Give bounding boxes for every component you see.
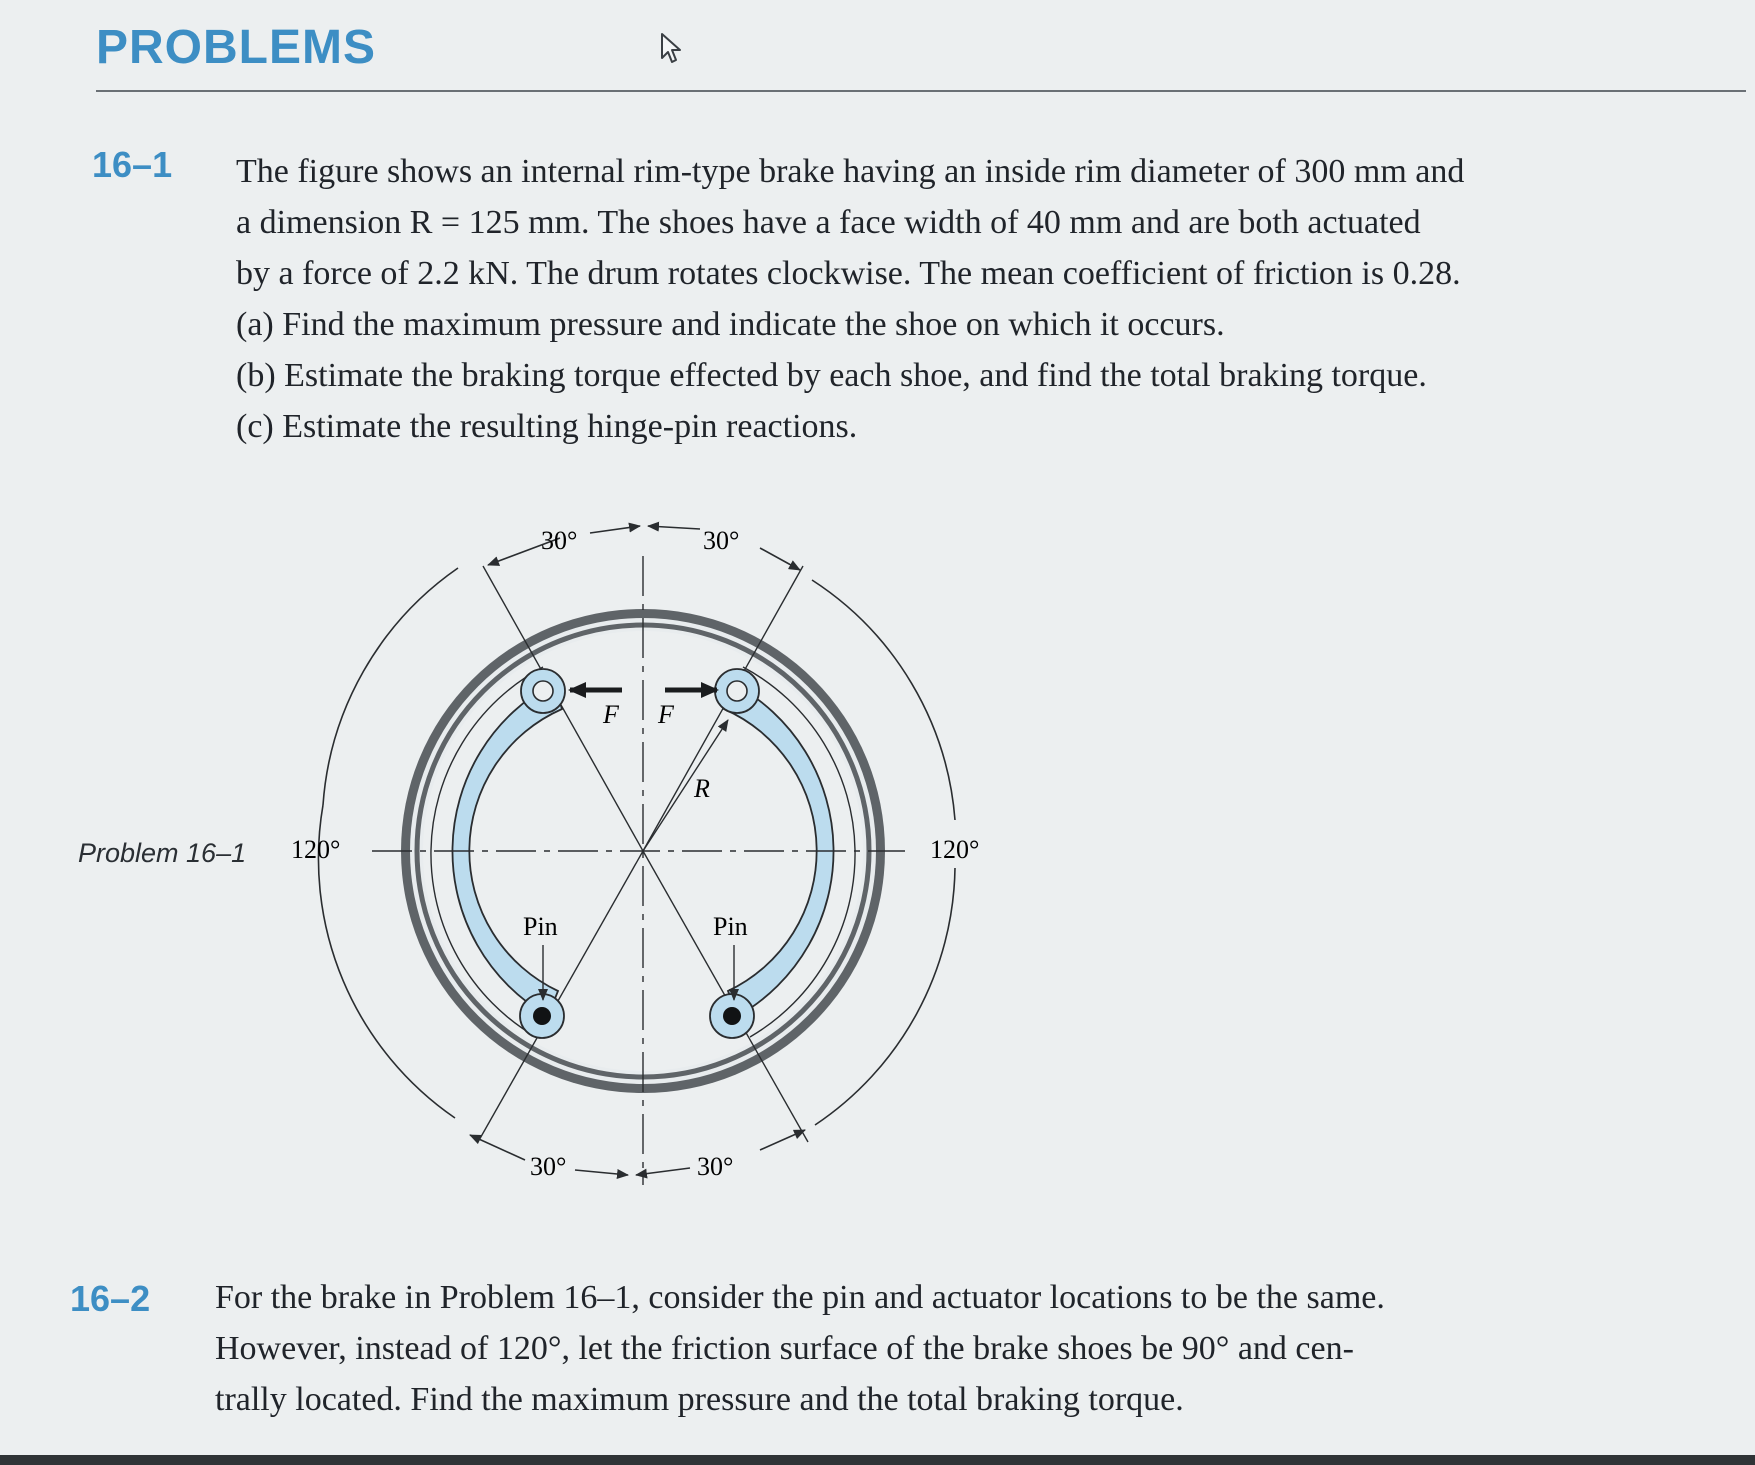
problem-16-1-part-a: (a) Find the maximum pressure and indicate the shoe on which it occurs. [236,306,1225,343]
radius-label: R [694,774,710,803]
bottom-center-arrow-right [636,1168,690,1175]
bottom-center-arrow-left [575,1170,628,1175]
problem-16-1-part-c: (c) Estimate the resulting hinge-pin reactions. [236,408,858,445]
arc-label-right: 120° [930,835,980,864]
left-hinge-pin [533,1007,551,1025]
top-center-arrow-right [648,526,700,529]
top-center-arrow-left [590,526,640,533]
right-actuator-pin [727,681,747,701]
pin-label-left: Pin [523,912,558,941]
problem-16-1-part-b: (b) Estimate the braking torque effected by each shoe, and find the total braking torque. [236,357,1427,394]
force-label-left: F [603,700,619,729]
problem-16-1-line-1: The figure shows an internal rim-type brake having an inside rim diameter of 300 mm and [236,153,1465,190]
right-hinge-pin [723,1007,741,1025]
problem-16-2-line-2: However, instead of 120°, let the friction surface of the brake shoes be 90° and cen- [215,1330,1354,1367]
problem-number-16-1: 16–1 [92,144,173,185]
top-right-angle-arrow [760,548,800,570]
angle-label-bottom-left: 30° [530,1152,567,1181]
figure-caption: Problem 16–1 [78,838,247,868]
problem-16-1-line-2: a dimension R = 125 mm. The shoes have a face width of 40 mm and are both actuated [236,204,1421,241]
bottom-left-angle-arrow [470,1135,525,1160]
bottom-right-angle-arrow [760,1130,805,1150]
problem-16-2-line-1: For the brake in Problem 16–1, consider the pin and actuator locations to be the same. [215,1279,1385,1316]
problem-text-16-2 [215,1272,1385,1425]
section-heading: PROBLEMS [96,21,377,74]
problem-16-2-line-3: trally located. Find the maximum pressure and the total braking torque. [215,1381,1184,1418]
angle-label-bottom-right: 30° [697,1152,734,1181]
angle-label-top-right: 30° [703,526,740,555]
bottom-border [0,1455,1755,1465]
problem-number-16-2: 16–2 [70,1278,151,1319]
problem-16-1-line-3: by a force of 2.2 kN. The drum rotates clockwise. The mean coefficient of friction is 0.28. [236,255,1461,292]
angle-label-top-left: 30° [541,526,578,555]
left-actuator-pin [533,681,553,701]
pin-label-right: Pin [713,912,748,941]
force-label-right: F [658,700,674,729]
arc-label-left: 120° [291,835,341,864]
